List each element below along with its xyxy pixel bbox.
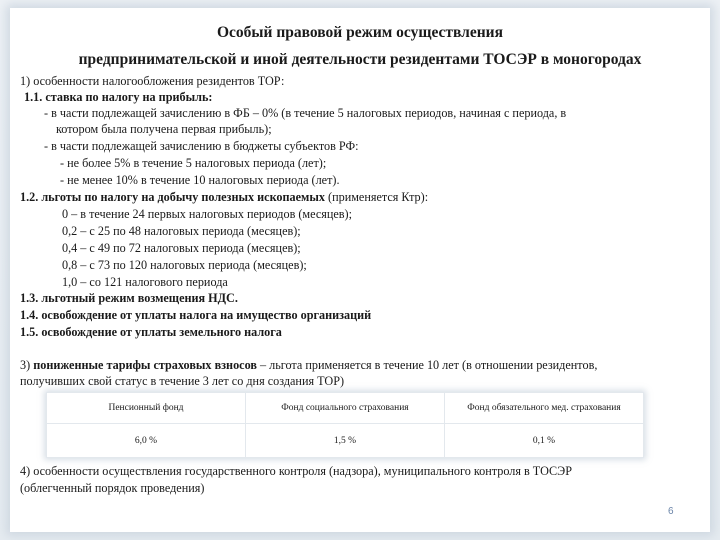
section1-heading: 1) особенности налогообложения резидентов ТОР:	[20, 74, 285, 88]
s13-item: 1.3. льготный режим возмещения НДС.	[20, 291, 238, 305]
table-header-row	[47, 393, 644, 424]
section3-prefix: 3)	[20, 358, 34, 372]
s11-item: - в части подлежащей зачислению в бюджеты субъектов РФ:	[44, 139, 359, 153]
s15-item: 1.5. освобождение от уплаты земельного налога	[20, 325, 282, 339]
s12-heading-bold: 1.2. льготы по налогу на добычу полезных ископаемых	[20, 190, 325, 204]
s11-item: - в части подлежащей зачислению в ФБ – 0% (в течение 5 налоговых периодов, начиная с периода, в	[44, 106, 567, 120]
insurance-fees-table	[46, 392, 644, 458]
s12-item: 0,8 – с 73 по 120 налоговых периода (месяцев);	[62, 258, 307, 272]
slide-title-line1: Особый правовой режим осуществления	[216, 24, 503, 41]
value-pension-fund: 6,0 %	[47, 424, 246, 458]
slide-title-line2: предпринимательской и иной деятельности резидентами ТОСЭР в моногородах	[78, 51, 642, 68]
section3-line2: получивших свой статус в течение 3 лет со дня создания ТОР)	[20, 374, 345, 388]
page-number: 6	[668, 506, 674, 517]
section4-line1: 4) особенности осуществления государственного контроля (надзора), муниципального контроля в ТОСЭР	[20, 464, 572, 478]
s11-item: - не более 5% в течение 5 налоговых периода (лет);	[60, 156, 327, 170]
s12-heading-rest: (применяется Ктр):	[324, 190, 429, 204]
value-social-fund: 1,5 %	[246, 424, 445, 458]
header-social-fund: Фонд социального страхования	[246, 393, 445, 424]
table-row	[47, 424, 644, 458]
s14-item: 1.4. освобождение от уплаты налога на имущество организаций	[20, 308, 372, 322]
section3-line1	[20, 358, 597, 373]
s12-item: 0 – в течение 24 первых налоговых периодов (месяцев);	[62, 207, 353, 221]
s11-item: котором была получена первая прибыль);	[56, 122, 272, 136]
section3-bold: пониженные тарифы страховых взносов	[33, 358, 257, 372]
s12-heading	[20, 190, 428, 205]
section3-rest: – льгота применяется в течение 10 лет (в отношении резидентов,	[256, 358, 598, 372]
s11-item: - не менее 10% в течение 10 налоговых периода (лет).	[60, 173, 340, 187]
s11-heading: 1.1. ставка по налогу на прибыль:	[24, 90, 213, 104]
section4-line2: (облегченный порядок проведения)	[20, 481, 205, 495]
value-medical-fund: 0,1 %	[445, 424, 644, 458]
s12-item: 0,4 – с 49 по 72 налоговых периода (месяцев);	[62, 241, 301, 255]
s12-item: 0,2 – с 25 по 48 налоговых периода (месяцев);	[62, 224, 301, 238]
header-medical-fund: Фонд обязательного мед. страхования	[445, 393, 644, 424]
header-pension-fund: Пенсионный фонд	[47, 393, 246, 424]
s12-item: 1,0 – со 121 налогового периода	[62, 275, 228, 289]
